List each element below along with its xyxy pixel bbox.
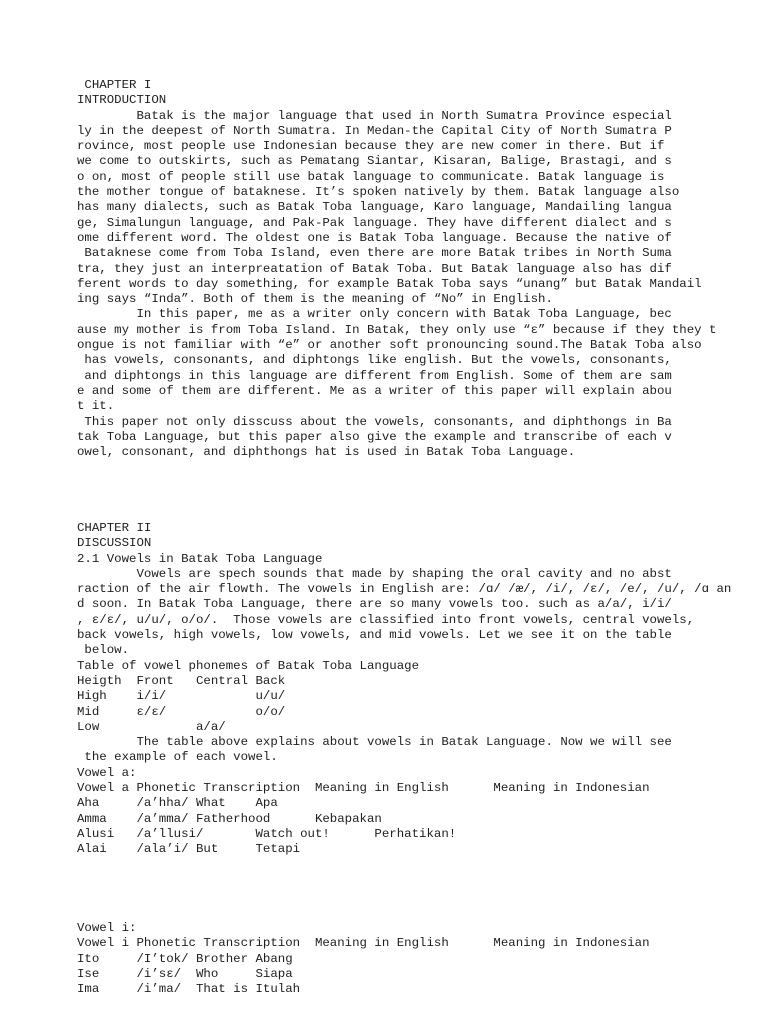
text-line: ing says “Inda”. Both of them is the meaning of “No” in English. [77,292,553,307]
text-line: Amma /a’mma/ Fatherhood Kebapakan [77,811,382,826]
text-line: Ito /I’tok/ Brother Abang [77,951,293,966]
text-line: Bataknese come from Toba Island, even there are more Batak tribes in North Suma [77,246,672,261]
text-line: CHAPTER I [77,78,152,92]
text-line: Mid ɛ/ɛ/ o/o/ [77,704,286,719]
text-line: tra, they just an interpreatation of Batak Toba. But Batak language also has dif [77,261,672,276]
text-line: ly in the deepest of North Sumatra. In Medan-the Capital City of North Sumatra P [77,123,672,138]
text-line: the mother tongue of bataknese. It’s spoken natively by them. Batak language also [77,185,680,200]
text-line: o on, most of people still use batak language to communicate. Batak language is [77,169,665,184]
text-line: ome different word. The oldest one is Batak Toba language. Because the native of [77,230,672,245]
text-line: raction of the air flowth. The vowels in English are: /ɑ/ /æ/, /i/, /ɛ/, /e/, /u/, /ɑ an [77,582,732,597]
chapter-2-discussion [77,521,731,858]
text-line: back vowels, high vowels, low vowels, and mid vowels. Let we see it on the table [77,628,672,643]
text-line: Ise /i’sɛ/ Who Siapa [77,966,293,981]
text-line: Ima /i’ma/ That is Itulah [77,982,301,997]
text-line: CHAPTER II [77,521,152,535]
text-line: Batak is the major language that used in North Sumatra Province especial [77,108,672,123]
text-line: Table of vowel phonemes of Batak Toba Language [77,658,420,673]
text-line: High i/i/ u/u/ [77,689,286,704]
text-line: In this paper, me as a writer only concern with Batak Toba Language, bec [77,307,672,322]
vowel-i-examples [77,921,650,997]
text-line: The table above explains about vowels in Batak Language. Now we will see [77,735,672,750]
text-line: e and some of them are different. Me as a writer of this paper will explain abou [77,383,672,398]
text-line: , ɛ/ɛ/, u/u/, o/o/. Those vowels are classified into front vowels, central vowels, [77,612,695,627]
text-line: d soon. In Batak Toba Language, there are so many vowels too. such as a/a/, i/i/ [77,597,672,612]
text-line: has many dialects, such as Batak Toba language, Karo language, Mandailing langua [77,200,672,215]
text-line: ause my mother is from Toba Island. In Batak, they only use “ɛ” because if they they t [77,322,717,337]
text-line: and diphtongs in this language are different from English. Some of them are sam [77,368,672,383]
text-line: we come to outskirts, such as Pematang Siantar, Kisaran, Balige, Brastagi, and s [77,154,672,169]
text-line: Aha /a’hha/ What Apa [77,796,278,811]
text-line: DISCUSSION [77,536,152,551]
text-line: Vowels are spech sounds that made by shaping the oral cavity and no abst [77,566,672,581]
text-line: INTRODUCTION [77,93,167,108]
text-line: t it. [77,399,115,414]
text-line: Vowel a Phonetic Transcription Meaning in English Meaning in Indonesian [77,781,650,796]
text-line: owel, consonant, and diphthongs hat is used in Batak Toba Language. [77,445,576,460]
text-line: This paper not only disscuss about the vowels, consonants, and diphthongs in Ba [77,414,672,429]
text-line: Vowel a: [77,765,137,780]
text-line: tak Toba Language, but this paper also give the example and transcribe of each v [77,429,672,444]
text-line: ongue is not familiar with “e” or another soft pronouncing sound.The Batak Toba also [77,338,702,353]
text-line: Low a/a/ [77,719,226,734]
text-line: Alai /ala’i/ But Tetapi [77,842,301,857]
text-line: ferent words to day something, for example Batak Toba says “unang” but Batak Mandail [77,276,702,291]
text-line: ge, Simalungun language, and Pak-Pak language. They have different dialect and s [77,215,672,230]
text-line: below. [77,643,130,658]
text-line: Vowel i Phonetic Transcription Meaning in English Meaning in Indonesian [77,936,650,951]
text-line: Heigth Front Central Back [77,673,286,688]
chapter-1-introduction [77,78,716,460]
text-line: Alusi /a’llusi/ Watch out! Perhatikan! [77,826,457,841]
text-line: the example of each vowel. [77,750,278,765]
text-line: has vowels, consonants, and diphtongs like english. But the vowels, consonants, [77,353,672,368]
text-line: Vowel i: [77,921,137,935]
text-line: rovince, most people use Indonesian because they are new comer in there. But if [77,139,665,154]
text-line: 2.1 Vowels in Batak Toba Language [77,551,323,566]
